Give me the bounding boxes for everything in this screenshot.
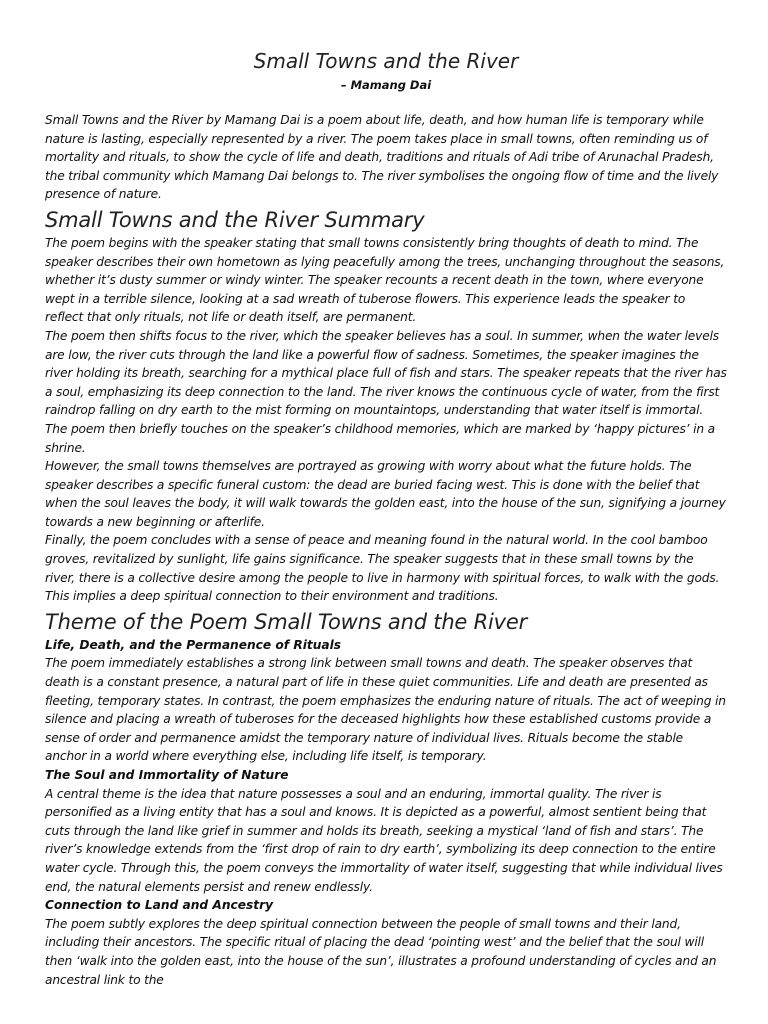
theme-paragraph: A central theme is the idea that nature possesses a soul and an enduring, immortal quality. The river is personified as a living entity that has a soul and knows. It is depicted as a powerful, almost sentient being that cuts through the land like grief in summer and holds its breath, seeking a mystical ‘land of fish and stars’. The river’s knowledge extends from the ‘first drop of rain to dry earth’, symbolizing its deep connection to the entire water cycle. Through this, the poem conveys the immortality of water itself, suggesting that while individual lives end, the natural elements persist and renew endlessly. bbox=[45, 786, 723, 894]
page-title: Small Towns and the River bbox=[253, 49, 519, 73]
document-page bbox=[45, 46, 727, 989]
summary-paragraph: The poem begins with the speaker stating that small towns consistently bring thoughts of death to mind. The speaker describes their own hometown as lying peacefully among the trees, unchanging throughout the seasons, whether it’s dusty summer or windy winter. The speaker recounts a recent death in the town, where everyone wept in a terrible silence, looking at a sad wreath of tuberose flowers. This experience leads the speaker to reflect that only rituals, not life or death itself, are permanent. bbox=[45, 235, 725, 325]
theme-paragraph: The poem subtly explores the deep spiritual connection between the people of small towns and their land, including their ancestors. The specific ritual of placing the dead ‘pointing west’ and the belief that the soul will then ‘walk into the golden east, into the house of the sun’, illustrates a profound understanding of cycles and an ancestral link to the bbox=[45, 916, 717, 987]
intro-paragraph: Small Towns and the River by Mamang Dai is a poem about life, death, and how human life is temporary while nature is lasting, especially represented by a river. The poem takes place in small towns, often reminding us of mortality and rituals, to show the cycle of life and death, traditions and rituals of Adi tribe of Arunachal Pradesh, the tribal community which Mamang Dai belongs to. The river symbolises the ongoing flow of time and the lively presence of nature. bbox=[45, 113, 719, 202]
theme-subheading: Life, Death, and the Permanence of Rituals bbox=[45, 637, 342, 652]
summary-heading: Small Towns and the River Summary bbox=[45, 207, 425, 232]
summary-paragraph: However, the small towns themselves are portrayed as growing with worry about what the future holds. The speaker describes a specific funeral custom: the dead are buried facing west. This is done with the belief that when the soul leaves the body, it will walk towards the golden east, into the house of the sun, signifying a journey towards a new beginning or afterlife. bbox=[45, 459, 726, 529]
summary-paragraph: The poem then shifts focus to the river, which the speaker believes has a soul. In summer, when the water levels are low, the river cuts through the land like a powerful flow of sadness. Sometimes, the speaker imagines the river holding its breath, searching for a mythical place full of fish and stars. The speaker repeats that the river has a soul, emphasizing its deep connection to the land. The river knows the continuous cycle of water, from the first raindrop falling on dry earth to the mist forming on mountaintops, understanding that water itself is immortal. The poem then briefly touches on the speaker’s childhood memories, which are marked by ‘happy pictures’ in a shrine. bbox=[45, 328, 727, 455]
theme-paragraph: The poem immediately establishes a strong link between small towns and death. The speaker observes that death is a constant presence, a natural part of life in these quiet communities. Life and death are presented as fleeting, temporary states. In contrast, the poem emphasizes the enduring nature of rituals. The act of weeping in silence and placing a wreath of tuberoses for the deceased highlights how these established customs provide a sense of order and permanence amidst the temporary nature of individual lives. Rituals become the stable anchor in a world where everything else, including life itself, is temporary. bbox=[45, 656, 726, 764]
theme-subheading: The Soul and Immortality of Nature bbox=[45, 768, 289, 782]
summary-paragraph: Finally, the poem concludes with a sense of peace and meaning found in the natural world. In the cool bamboo groves, revitalized by sunlight, life gains significance. The speaker suggests that in these small towns by the river, there is a collective desire among the people to live in harmony with spiritual forces, to walk with the gods. This implies a deep spiritual connection to their environment and traditions. bbox=[45, 533, 720, 604]
theme-heading: Theme of the Poem Small Towns and the River bbox=[45, 609, 528, 634]
theme-subheading: Connection to Land and Ancestry bbox=[45, 898, 274, 913]
author-line: – Mamang Dai bbox=[340, 78, 432, 92]
